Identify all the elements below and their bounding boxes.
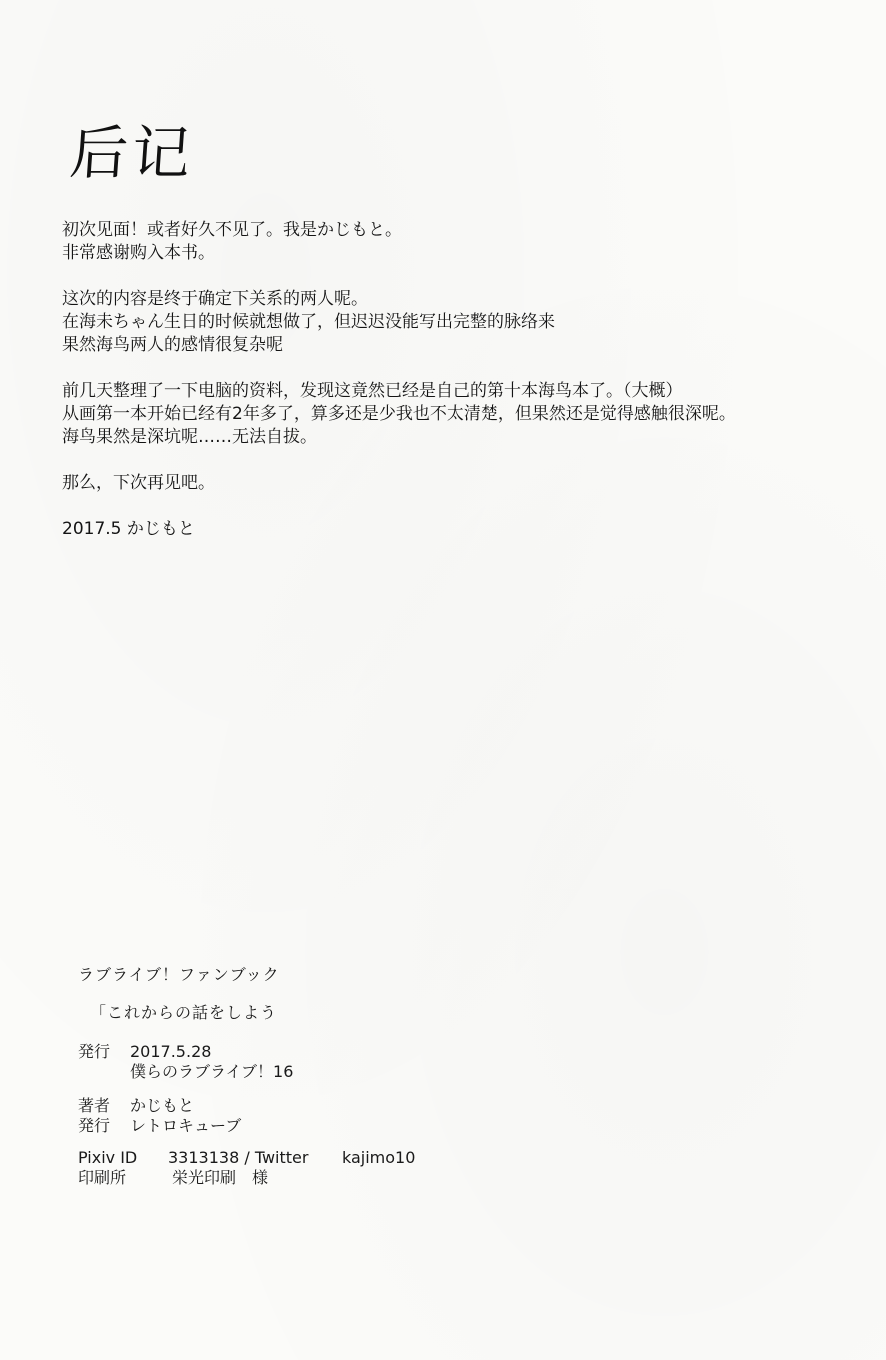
text-line: 在海未ちゃん生日的时候就想做了，但迟迟没能写出完整的脉络来 [62,312,555,332]
text-line: 前几天整理了一下电脑的资料，发现这竟然已经是自己的第十本海鸟本了。（大概） [62,381,683,401]
text-line: 海鸟果然是深坑呢……无法自拔。 [62,427,317,447]
paragraph-signature [62,518,862,541]
text-line: 从画第一本开始已经有2年多了，算多还是少我也不太清楚，但果然还是觉得感触很深呢。 [62,404,736,424]
event-name: 僕らのラブライブ！16 [130,1062,294,1081]
text-line: 初次见面！或者好久不见了。我是かじもと。 [62,220,402,240]
pixiv-label: Pixiv ID [78,1148,138,1167]
text-line: 果然海鸟两人的感情很复杂呢 [62,335,283,355]
colophon-publisher-row [78,1116,241,1136]
text-line: 那么，下次再见吧。 [62,473,215,493]
text-line: 这次的内容是终于确定下关系的两人呢。 [62,289,368,309]
paragraph-history [62,380,862,449]
printer-label: 印刷所 [78,1168,127,1187]
author-label: 著者 [78,1096,111,1115]
twitter-handle: kajimo10 [342,1148,416,1167]
printer-name: 栄光印刷 様 [172,1168,269,1187]
colophon-event-row [78,1062,293,1082]
colophon-subtitle: 「これからの話をしよう [90,1003,278,1022]
publish-date: 2017.5.28 [130,1042,212,1061]
publish-label: 発行 [78,1042,111,1061]
paragraph-farewell [62,472,862,495]
pixiv-twitter: 3313138 / Twitter [168,1148,309,1167]
signature-line: 2017.5 かじもと [62,519,195,539]
afterword-body [62,219,862,564]
colophon-author-row [78,1096,194,1116]
page-title: 后记 [67,119,197,187]
colophon-printer-row [78,1168,268,1188]
text-line: 非常感谢购入本书。 [62,243,215,263]
colophon-pixiv-row [78,1148,415,1168]
colophon-book-title: ラブライブ！ファンブック [78,965,280,984]
publisher-name: レトロキューブ [130,1116,242,1135]
paragraph-content [62,288,862,357]
colophon-publish-row [78,1042,211,1062]
paragraph-greeting [62,219,862,265]
author-name: かじもと [130,1096,195,1115]
publisher-label: 発行 [78,1116,111,1135]
